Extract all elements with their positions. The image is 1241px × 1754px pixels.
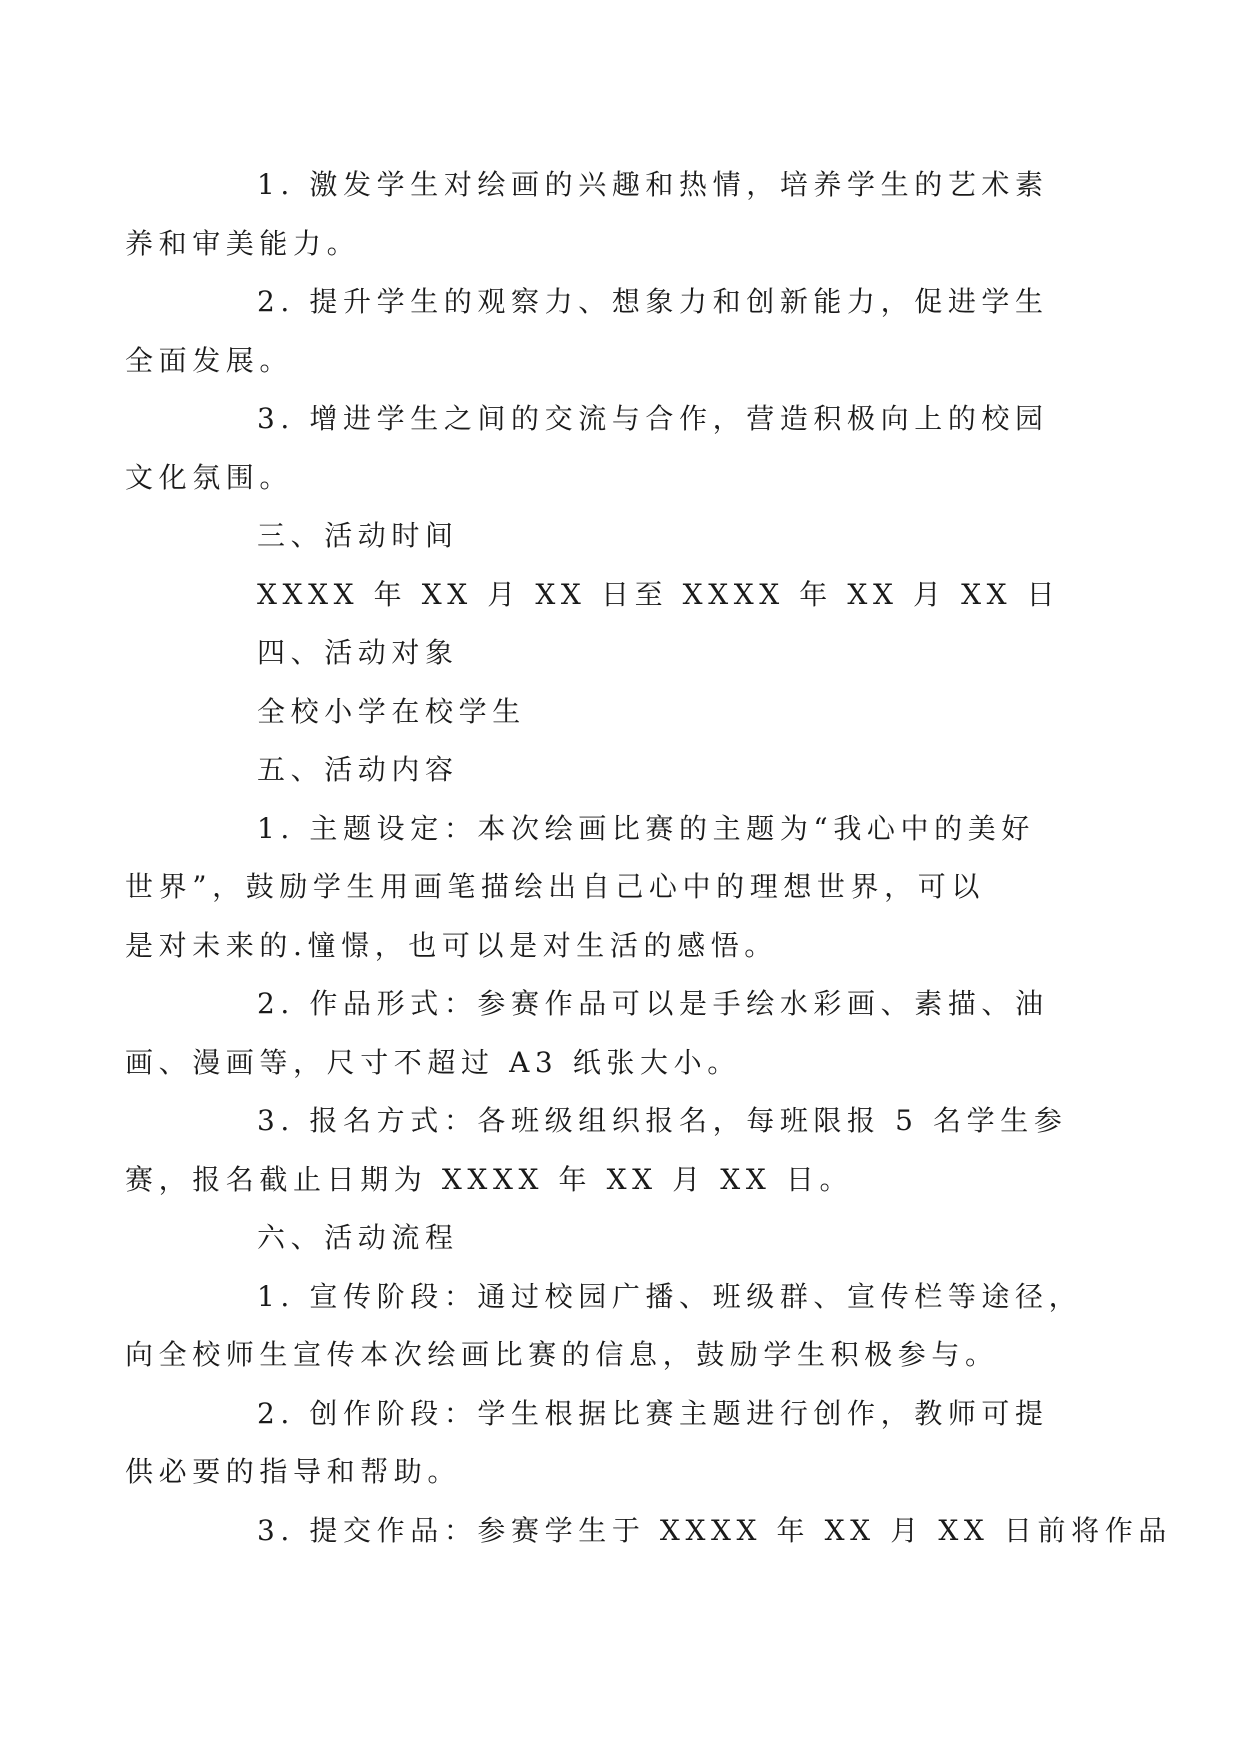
text-line: 2. 作品形式：参赛作品可以是手绘水彩画、素描、油	[257, 987, 1049, 1020]
text-line: 3. 提交作品：参赛学生于 XXXX 年 XX 月 XX 日前将作品	[257, 1513, 1172, 1547]
process-paragraph-creation	[125, 1385, 1051, 1502]
activity-time-text: XXXX 年 XX 月 XX 日至 XXXX 年 XX 月 XX 日	[257, 577, 1061, 611]
text-line: 2. 提升学生的观察力、想象力和创新能力，促进学生	[257, 285, 1049, 318]
text-line: 全面发展。	[125, 343, 294, 377]
activity-audience-text: 全校小学在校学生	[257, 694, 526, 728]
text-line: 1. 宣传阶段：通过校园广播、班级群、宣传栏等途径，	[257, 1279, 1083, 1313]
text-line: 画、漫画等，尺寸不超过 A3 纸张大小。	[125, 1045, 741, 1079]
text-line: 文化氛围。	[125, 460, 294, 494]
text-line: 赛，报名截止日期为 XXXX 年 XX 月 XX 日。	[125, 1162, 854, 1196]
text-line: 供必要的指导和帮助。	[125, 1455, 462, 1488]
section-heading-time: 三、活动时间	[257, 519, 459, 552]
content-paragraph-format	[125, 975, 1051, 1092]
text-line: 3. 增进学生之间的交流与合作，营造积极向上的校园	[257, 402, 1049, 435]
text-line: 1. 激发学生对绘画的兴趣和热情，培养学生的艺术素	[257, 168, 1049, 201]
text-line: 1. 主题设定：本次绘画比赛的主题为“我心中的美好	[257, 811, 1035, 845]
document-body	[125, 156, 1172, 1560]
content-paragraph-registration	[125, 1092, 1068, 1209]
goal-paragraph-1	[125, 156, 1051, 273]
section-heading-content: 五、活动内容	[257, 753, 459, 786]
text-line: 向全校师生宣传本次绘画比赛的信息，鼓励学生积极参与。	[125, 1338, 999, 1371]
process-paragraph-promotion	[125, 1268, 1083, 1385]
section-heading-audience: 四、活动对象	[257, 636, 459, 669]
content-paragraph-theme	[125, 800, 1051, 976]
goal-paragraph-2	[125, 273, 1051, 390]
text-line: 是对未来的.憧憬，也可以是对生活的感悟。	[125, 928, 778, 962]
text-line: 养和审美能力。	[125, 226, 361, 260]
process-paragraph-submission	[191, 1502, 1172, 1561]
section-heading-process: 六、活动流程	[257, 1221, 459, 1254]
text-line: 3. 报名方式：各班级组织报名，每班限报 5 名学生参	[257, 1104, 1068, 1137]
goal-paragraph-3	[125, 390, 1051, 507]
text-line: 2. 创作阶段：学生根据比赛主题进行创作，教师可提	[257, 1396, 1049, 1430]
text-line: 世界”，鼓励学生用画笔描绘出自己心中的理想世界，可以	[125, 870, 985, 903]
